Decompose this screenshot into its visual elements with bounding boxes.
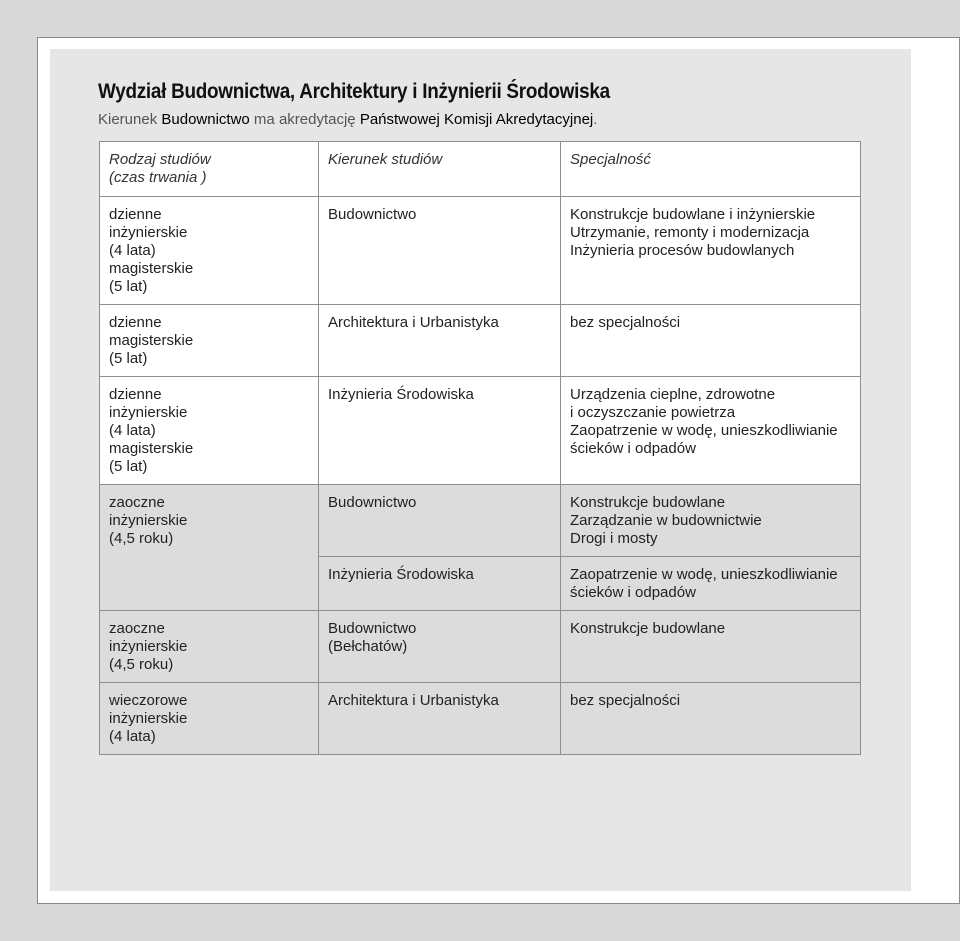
accreditation-field-name: Budownictwo (161, 111, 250, 128)
study-type-cell: wieczorowe inżynierskie (4 lata) (100, 683, 319, 755)
study-type-cell: dzienne inżynierskie (4 lata) magisterskie (5 lat) (100, 377, 319, 485)
field-cell: Budownictwo (Bełchatów) (319, 611, 561, 683)
table-row (100, 197, 861, 305)
column-header-study-type: Rodzaj studiów (czas trwania ) (100, 142, 319, 197)
field-cell: Architektura i Urbanistyka (319, 683, 561, 755)
accreditation-text: . (593, 111, 598, 128)
specialization-cell: Urządzenia cieplne, zdrowotne i oczyszczanie powietrza Zaopatrzenie w wodę, unieszkodliwianie ścieków i odpadów (561, 377, 861, 485)
table-row (100, 305, 861, 377)
specialization-cell: Zaopatrzenie w wodę, unieszkodliwianie ścieków i odpadów (561, 557, 861, 611)
specialization-cell: Konstrukcje budowlane i inżynierskie Utrzymanie, remonty i modernizacja Inżynieria procesów budowlanych (561, 197, 861, 305)
field-cell: Inżynieria Środowiska (319, 557, 561, 611)
table-row (100, 485, 861, 557)
study-type-cell: dzienne inżynierskie (4 lata) magisterskie (5 lat) (100, 197, 319, 305)
field-cell: Architektura i Urbanistyka (319, 305, 561, 377)
table-header-row (100, 142, 861, 197)
accreditation-note (98, 111, 597, 128)
specialization-cell: bez specjalności (561, 683, 861, 755)
table-row (100, 683, 861, 755)
studies-table (99, 141, 861, 755)
study-type-cell: zaoczne inżynierskie (4,5 roku) (100, 485, 319, 611)
table-row (100, 377, 861, 485)
field-cell: Inżynieria Środowiska (319, 377, 561, 485)
specialization-cell: Konstrukcje budowlane (561, 611, 861, 683)
study-type-cell: zaoczne inżynierskie (4,5 roku) (100, 611, 319, 683)
column-header-specialization: Specjalność (561, 142, 861, 197)
field-cell: Budownictwo (319, 485, 561, 557)
study-type-cell: dzienne magisterskie (5 lat) (100, 305, 319, 377)
specialization-cell: bez specjalności (561, 305, 861, 377)
page-title: Wydział Budownictwa, Architektury i Inżynierii Środowiska (98, 80, 610, 103)
accreditation-text: ma akredytację (249, 111, 360, 128)
field-cell: Budownictwo (319, 197, 561, 305)
accreditation-text: Kierunek (98, 111, 162, 128)
specialization-cell: Konstrukcje budowlane Zarządzanie w budownictwie Drogi i mosty (561, 485, 861, 557)
accreditation-body-name: Państwowej Komisji Akredytacyjnej (359, 111, 594, 128)
table-row (100, 611, 861, 683)
column-header-field: Kierunek studiów (319, 142, 561, 197)
